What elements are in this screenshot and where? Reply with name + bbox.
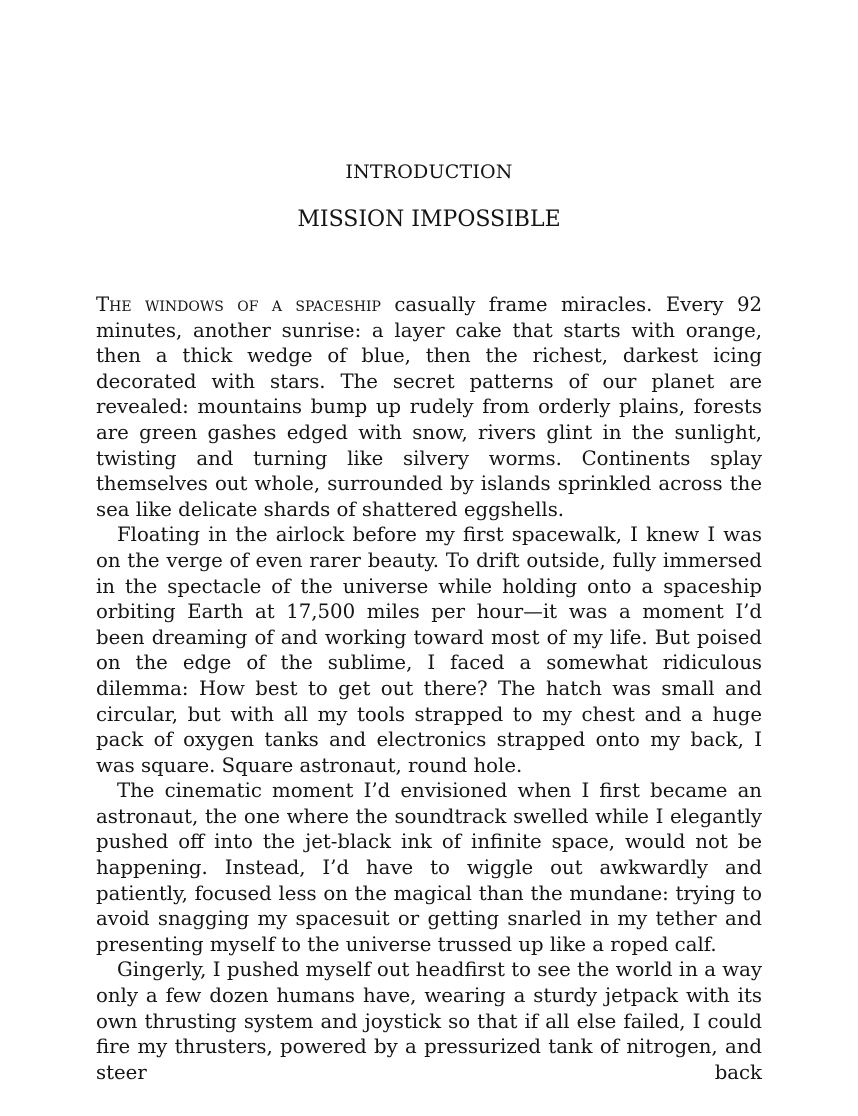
chapter-label: INTRODUCTION (345, 161, 513, 183)
opening-small-caps: The windows of a spaceship (96, 293, 381, 316)
paragraph-1 (96, 292, 762, 522)
paragraph-4: Gingerly, I pushed myself out headfirst to see the world in a way only a few dozen humans have, wearing a sturdy jetpack with its own thrusting system and joystick so that if all else failed, I could fire my thrusters, powered by a pressurized tank of nitrogen, and steer back (96, 958, 762, 1084)
chapter-title: MISSION IMPOSSIBLE (297, 207, 561, 232)
paragraph-2: Floating in the airlock before my first spacewalk, I knew I was on the verge of even rarer beauty. To drift outside, fully immersed in the spectacle of the universe while holding onto a spaceship orbiting Earth at 17,500 miles per hour—it was a moment I’d been dreaming of and working toward most of my life. But poised on the edge of the sublime, I faced a somewhat ridiculous dilemma: How best to get out there? The hatch was small and circular, but with all my tools strapped to my chest and a huge pack of oxygen tanks and electronics strapped onto my back, I was square. Square astronaut, round hole. (96, 523, 762, 777)
body-text (96, 292, 762, 1085)
paragraph-3: The cinematic moment I’d envisioned when I first became an astronaut, the one where the soundtrack swelled while I elegantly pushed off into the jet-black ink of infinite space, would not be happening. Instead, I’d have to wiggle out awkwardly and patiently, focused less on the magical than the mundane: trying to avoid snagging my spacesuit or getting snarled in my tether and presenting myself to the universe trussed up like a roped calf. (96, 779, 762, 956)
paragraph-text: casually frame miracles. Every 92 minutes, another sunrise: a layer cake that starts with orange, then a thick wedge of blue, then the richest, darkest icing decorated with stars. The secret patterns of our planet are revealed: mountains bump up rudely from orderly plains, forests are green gashes edged with snow, rivers glint in the sunlight, twisting and turning like silvery worms. Continents splay themselves out whole, surrounded by islands sprinkled across the sea like delicate shards of shattered eggshells. (96, 293, 762, 521)
